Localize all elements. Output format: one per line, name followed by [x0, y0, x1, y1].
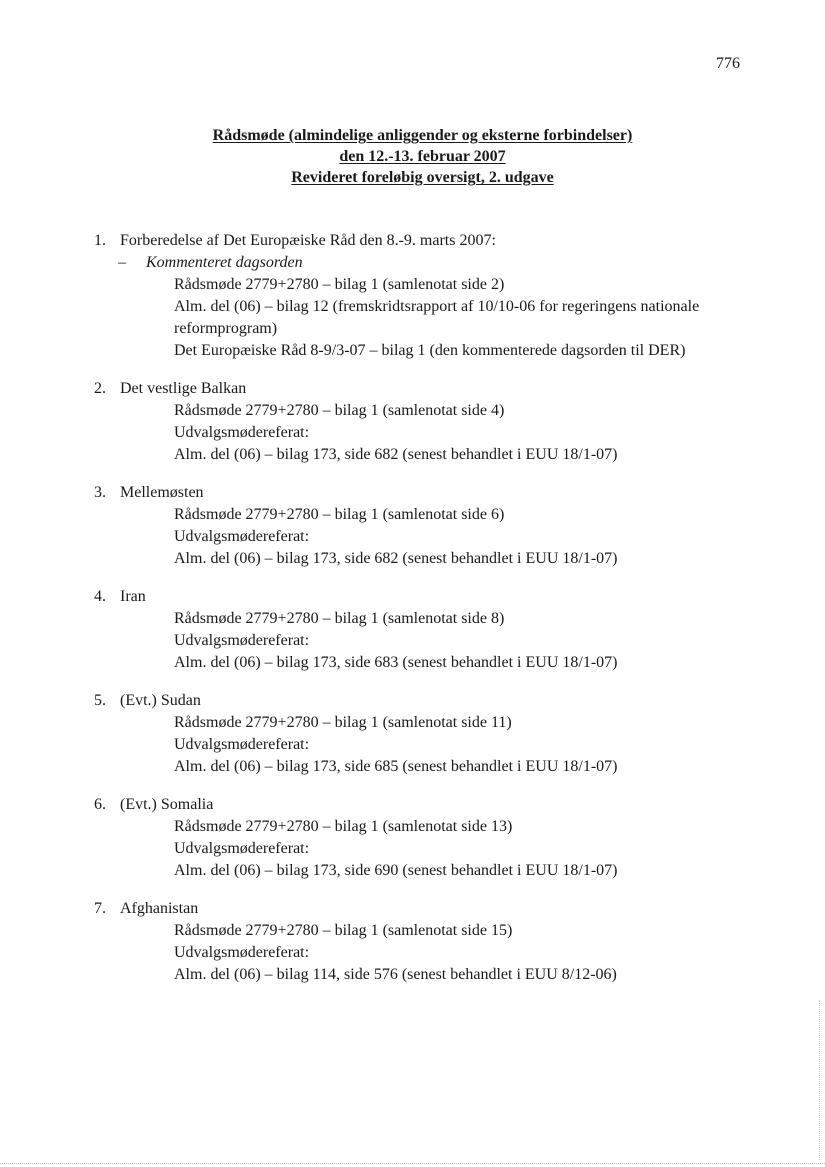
item-heading: Iran — [120, 588, 146, 605]
reference-line: Alm. del (06) – bilag 173, side 682 (senest behandlet i EUU 18/1-07) — [174, 446, 618, 463]
item-number: 4. — [94, 588, 106, 605]
agenda-item-6 — [0, 794, 825, 882]
dash-bullet: – — [118, 254, 126, 271]
reference-line: Udvalgsmødereferat: — [174, 736, 310, 753]
agenda-item-1 — [0, 230, 825, 362]
reference-line: Alm. del (06) – bilag 12 (fremskridtsrapport af 10/10-06 for regeringens nationale reformprogram) — [174, 298, 700, 337]
item-number: 5. — [94, 692, 106, 709]
agenda-item-5 — [0, 690, 825, 778]
reference-line: Alm. del (06) – bilag 173, side 685 (senest behandlet i EUU 18/1-07) — [174, 758, 618, 775]
item-heading: Det vestlige Balkan — [120, 380, 247, 397]
reference-line: Alm. del (06) – bilag 173, side 690 (senest behandlet i EUU 18/1-07) — [174, 862, 618, 879]
item-heading: Afghanistan — [120, 900, 199, 917]
scan-bottom-line — [0, 1163, 825, 1164]
reference-line: Udvalgsmødereferat: — [174, 424, 310, 441]
title-line-2: den 12.-13. februar 2007 — [339, 148, 506, 165]
reference-line: Rådsmøde 2779+2780 – bilag 1 (samlenotat side 4) — [174, 402, 505, 419]
item-heading: Mellemøsten — [120, 484, 204, 501]
reference-line: Rådsmøde 2779+2780 – bilag 1 (samlenotat side 6) — [174, 506, 505, 523]
agenda-item-4 — [0, 586, 825, 674]
item-number: 2. — [94, 380, 106, 397]
agenda-list — [0, 230, 825, 1002]
reference-line: Det Europæiske Råd 8-9/3-07 – bilag 1 (den kommenterede dagsorden til DER) — [174, 342, 686, 359]
reference-line: Alm. del (06) – bilag 173, side 683 (senest behandlet i EUU 18/1-07) — [174, 654, 618, 671]
title-line-3: Revideret foreløbig oversigt, 2. udgave — [291, 169, 554, 186]
reference-line: Udvalgsmødereferat: — [174, 632, 310, 649]
item-heading: (Evt.) Sudan — [120, 692, 201, 709]
page-number: 776 — [716, 55, 740, 72]
item-heading: Forberedelse af Det Europæiske Råd den 8.-9. marts 2007: — [120, 232, 496, 249]
reference-line: Udvalgsmødereferat: — [174, 944, 310, 961]
document-title — [0, 125, 825, 188]
reference-line: Alm. del (06) – bilag 114, side 576 (senest behandlet i EUU 8/12-06) — [174, 966, 617, 983]
item-number: 1. — [94, 232, 106, 249]
reference-line: Rådsmøde 2779+2780 – bilag 1 (samlenotat side 15) — [174, 922, 513, 939]
item-number: 3. — [94, 484, 106, 501]
title-line-1: Rådsmøde (almindelige anliggender og eksterne forbindelser) — [212, 127, 633, 144]
item-heading: (Evt.) Somalia — [120, 796, 214, 813]
reference-line: Udvalgsmødereferat: — [174, 840, 310, 857]
reference-line: Udvalgsmødereferat: — [174, 528, 310, 545]
reference-line: Rådsmøde 2779+2780 – bilag 1 (samlenotat side 2) — [174, 276, 505, 293]
item-number: 6. — [94, 796, 106, 813]
agenda-item-3 — [0, 482, 825, 570]
item-subheading: Kommenteret dagsorden — [146, 254, 303, 271]
reference-line: Rådsmøde 2779+2780 – bilag 1 (samlenotat side 13) — [174, 818, 513, 835]
reference-line: Alm. del (06) – bilag 173, side 682 (senest behandlet i EUU 18/1-07) — [174, 550, 618, 567]
reference-line: Rådsmøde 2779+2780 – bilag 1 (samlenotat side 11) — [174, 714, 512, 731]
scan-edge-line — [819, 1000, 820, 1160]
reference-line: Rådsmøde 2779+2780 – bilag 1 (samlenotat side 8) — [174, 610, 505, 627]
agenda-item-2 — [0, 378, 825, 466]
agenda-item-7 — [0, 898, 825, 986]
item-number: 7. — [94, 900, 106, 917]
